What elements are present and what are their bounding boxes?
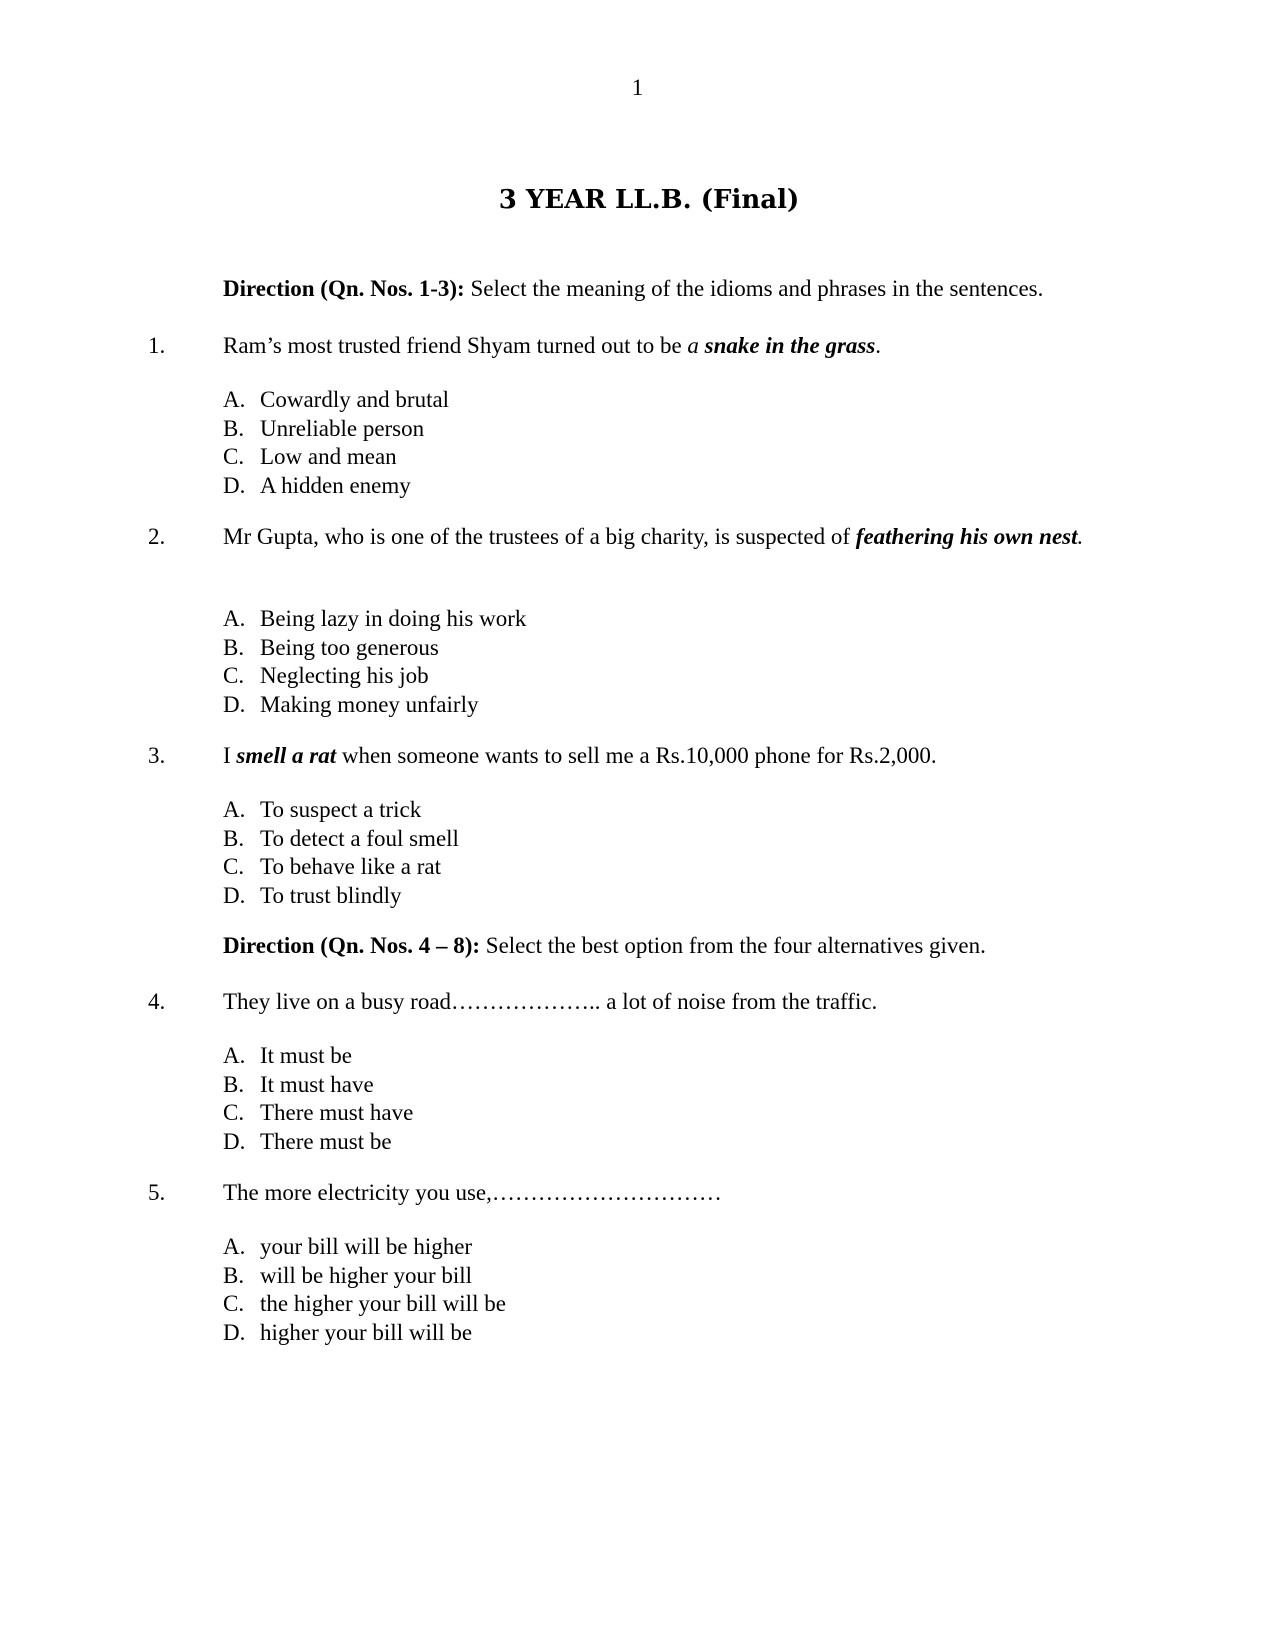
option-letter: B. bbox=[223, 634, 245, 660]
idiom: snake in the grass bbox=[704, 333, 876, 358]
option-text: There must have bbox=[260, 1100, 414, 1125]
direction-1 bbox=[223, 275, 1133, 304]
option-list-q3 bbox=[223, 796, 459, 910]
question-number: 3. bbox=[148, 743, 166, 768]
option-item[interactable] bbox=[223, 415, 449, 444]
option-letter: C. bbox=[223, 1291, 245, 1316]
option-text: To suspect a trick bbox=[260, 797, 422, 822]
option-letter: D. bbox=[223, 1319, 246, 1345]
question-text: Mr Gupta, who is one of the trustees of a big charity, is suspected of bbox=[223, 524, 856, 549]
option-item[interactable] bbox=[223, 605, 526, 634]
option-text: your bill will be higher bbox=[260, 1234, 473, 1259]
option-text: It must have bbox=[260, 1071, 374, 1097]
option-list-q1 bbox=[223, 386, 449, 500]
option-letter: A. bbox=[223, 387, 246, 412]
question-text: They live on a busy road……………….. a lot of noise from the traffic. bbox=[223, 989, 878, 1014]
question-text: I bbox=[223, 743, 237, 768]
option-letter: B. bbox=[223, 1262, 245, 1288]
question-number: 4. bbox=[148, 989, 166, 1014]
idiom: feathering his own nest bbox=[855, 524, 1078, 549]
option-letter: B. bbox=[223, 1071, 245, 1097]
option-item[interactable] bbox=[223, 825, 459, 854]
option-letter: D. bbox=[223, 882, 246, 908]
question-number: 2. bbox=[148, 524, 166, 549]
page-number: 1 bbox=[631, 75, 644, 100]
option-text: will be higher your bill bbox=[260, 1262, 473, 1288]
option-item[interactable] bbox=[223, 1128, 413, 1157]
option-text: Neglecting his job bbox=[260, 663, 429, 688]
option-item[interactable] bbox=[223, 386, 449, 415]
option-item[interactable] bbox=[223, 853, 459, 882]
option-text: Being lazy in doing his work bbox=[260, 606, 527, 631]
option-item[interactable] bbox=[223, 1099, 413, 1128]
option-letter: D. bbox=[223, 691, 246, 717]
option-text: Making money unfairly bbox=[260, 691, 479, 717]
option-text: To detect a foul smell bbox=[260, 825, 459, 851]
option-item[interactable] bbox=[223, 634, 526, 663]
option-item[interactable] bbox=[223, 472, 449, 501]
option-item[interactable] bbox=[223, 1233, 506, 1262]
question-1: 1. Ram’s most trusted friend Shyam turned out to be a snake in the grass. bbox=[223, 332, 1133, 361]
idiom: smell a rat bbox=[236, 743, 337, 768]
direction-text: Select the best option from the four alternatives given. bbox=[480, 933, 986, 958]
question-number: 1. bbox=[148, 333, 166, 358]
option-item[interactable] bbox=[223, 691, 526, 720]
option-text: A hidden enemy bbox=[260, 472, 411, 498]
direction-label: Direction (Qn. Nos. 1-3): bbox=[223, 276, 465, 301]
question-text: Ram’s most trusted friend Shyam turned out to be bbox=[223, 333, 688, 358]
option-text: Unreliable person bbox=[260, 415, 425, 441]
option-text: To trust blindly bbox=[260, 882, 402, 908]
option-item[interactable] bbox=[223, 1319, 506, 1348]
option-item[interactable] bbox=[223, 882, 459, 911]
question-text: The more electricity you use,………………………… bbox=[223, 1180, 722, 1205]
option-text: higher your bill will be bbox=[260, 1319, 473, 1345]
option-item[interactable] bbox=[223, 1042, 413, 1071]
option-letter: A. bbox=[223, 1043, 246, 1068]
option-letter: C. bbox=[223, 444, 245, 469]
option-letter: A. bbox=[223, 1234, 246, 1259]
option-item[interactable] bbox=[223, 796, 459, 825]
option-list-q5 bbox=[223, 1233, 506, 1347]
option-letter: C. bbox=[223, 1100, 245, 1125]
option-text: Cowardly and brutal bbox=[260, 387, 450, 412]
option-item[interactable] bbox=[223, 662, 526, 691]
direction-2 bbox=[223, 932, 1133, 961]
option-list-q4 bbox=[223, 1042, 413, 1156]
option-letter: A. bbox=[223, 606, 246, 631]
option-text: It must be bbox=[260, 1043, 352, 1068]
question-3: 3. I smell a rat when someone wants to sell me a Rs.10,000 phone for Rs.2,000. bbox=[223, 742, 1133, 771]
direction-text: Select the meaning of the idioms and phrases in the sentences. bbox=[464, 276, 1044, 301]
option-text: To behave like a rat bbox=[260, 854, 442, 879]
option-text: Low and mean bbox=[260, 444, 397, 469]
question-number: 5. bbox=[148, 1180, 166, 1205]
page-title: 3 YEAR LL.B. (Final) bbox=[498, 185, 800, 215]
direction-label: Direction (Qn. Nos. 4 – 8): bbox=[223, 933, 481, 958]
option-item[interactable] bbox=[223, 1290, 506, 1319]
option-item[interactable] bbox=[223, 1071, 413, 1100]
option-letter: C. bbox=[223, 854, 245, 879]
option-text: the higher your bill will be bbox=[260, 1291, 506, 1316]
option-letter: B. bbox=[223, 415, 245, 441]
question-5 bbox=[148, 1179, 1133, 1208]
option-item[interactable] bbox=[223, 443, 449, 472]
option-list-q2 bbox=[223, 605, 526, 719]
option-letter: D. bbox=[223, 1128, 246, 1154]
option-text: There must be bbox=[260, 1128, 392, 1154]
option-text: Being too generous bbox=[260, 634, 439, 660]
option-letter: A. bbox=[223, 797, 246, 822]
question-2: 2. Mr Gupta, who is one of the trustees of a big charity, is suspected of feathering his own nest. bbox=[223, 523, 1133, 552]
option-letter: C. bbox=[223, 663, 245, 688]
question-4 bbox=[148, 988, 1133, 1017]
option-letter: B. bbox=[223, 825, 245, 851]
option-item[interactable] bbox=[223, 1262, 506, 1291]
option-letter: D. bbox=[223, 472, 246, 498]
